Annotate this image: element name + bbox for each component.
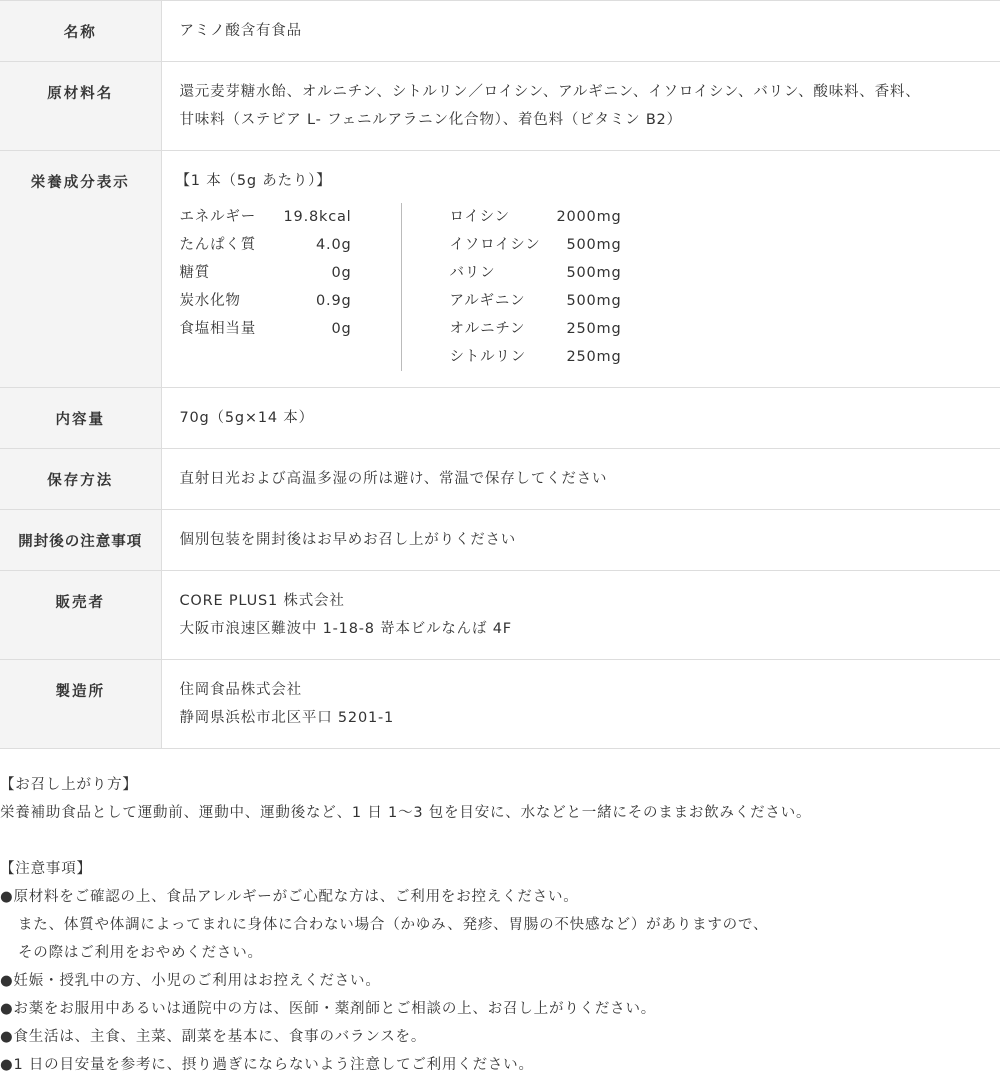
nutrient-name: 糖質 xyxy=(180,259,211,287)
nutrient-name: バリン xyxy=(450,259,496,287)
spec-value-capacity: 70g（5g×14 本） xyxy=(161,388,1000,449)
manufacturer-name: 住岡食品株式会社 xyxy=(180,676,1000,704)
spec-row-seller xyxy=(0,571,1000,660)
nutrition-row xyxy=(450,287,622,315)
nutrition-grid xyxy=(180,203,1000,371)
spec-label-seller: 販売者 xyxy=(0,571,161,660)
spec-row-raw-materials xyxy=(0,62,1000,151)
spec-value-manufacturer xyxy=(161,660,1000,749)
nutrition-row xyxy=(450,315,622,343)
nutrition-header: 【1 本（5g あたり）】 xyxy=(176,167,1000,195)
caution-item: ●妊娠・授乳中の方、小児のご利用はお控えください。 xyxy=(0,967,1000,995)
nutrition-amino-column xyxy=(402,203,632,371)
usage-text: 栄養補助食品として運動前、運動中、運動後など、1 日 1〜3 包を目安に、水などと一緒にそのままお飲みください。 xyxy=(0,799,1000,827)
seller-name: CORE PLUS1 株式会社 xyxy=(180,587,1000,615)
nutrition-row xyxy=(180,203,352,231)
caution-item: ●1 日の目安量を参考に、摂り過ぎにならないよう注意してご利用ください。 xyxy=(0,1051,1000,1079)
nutrient-name: アルギニン xyxy=(450,287,526,315)
nutrient-name: エネルギー xyxy=(180,203,257,231)
nutrition-basic-column xyxy=(180,203,401,371)
spec-label-storage: 保存方法 xyxy=(0,449,161,510)
spec-value-seller xyxy=(161,571,1000,660)
nutrient-value: 0g xyxy=(331,315,351,343)
spec-label-manufacturer: 製造所 xyxy=(0,660,161,749)
usage-heading: 【お召し上がり方】 xyxy=(0,771,1000,799)
spec-value-nutrition xyxy=(161,151,1000,388)
spec-row-name xyxy=(0,1,1000,62)
spec-value-name: アミノ酸含有食品 xyxy=(161,1,1000,62)
nutrient-name: イソロイシン xyxy=(450,231,541,259)
nutrient-value: 500mg xyxy=(566,259,621,287)
nutrient-value: 0.9g xyxy=(316,287,351,315)
nutrition-row xyxy=(450,259,622,287)
caution-item: ●食生活は、主食、主菜、副菜を基本に、食事のバランスを。 xyxy=(0,1023,1000,1051)
caution-item: ●原材料をご確認の上、食品アレルギーがご心配な方は、ご利用をお控えください。 xyxy=(0,883,1000,911)
section-gap xyxy=(0,827,1000,855)
caution-item-continued: また、体質や体調によってまれに身体に合わない場合（かゆみ、発疹、胃腸の不快感など）がありますので、 xyxy=(0,911,1000,939)
nutrition-row xyxy=(450,343,622,371)
spec-row-capacity xyxy=(0,388,1000,449)
spec-row-manufacturer xyxy=(0,660,1000,749)
caution-item-continued: その際はご利用をおやめください。 xyxy=(0,939,1000,967)
spec-label-raw-materials: 原材料名 xyxy=(0,62,161,151)
nutrient-value: 250mg xyxy=(566,315,621,343)
nutrient-value: 500mg xyxy=(566,287,621,315)
nutrient-value: 19.8kcal xyxy=(284,203,352,231)
nutrient-value: 250mg xyxy=(566,343,621,371)
nutrient-value: 500mg xyxy=(566,231,621,259)
spec-row-after-open xyxy=(0,510,1000,571)
nutrient-name: たんぱく質 xyxy=(180,231,257,259)
nutrition-row xyxy=(450,231,622,259)
nutrient-value: 4.0g xyxy=(316,231,351,259)
nutrient-name: シトルリン xyxy=(450,343,527,371)
spec-label-name: 名称 xyxy=(0,1,161,62)
spec-label-nutrition: 栄養成分表示 xyxy=(0,151,161,388)
nutrient-name: 食塩相当量 xyxy=(180,315,257,343)
spec-value-raw-materials xyxy=(161,62,1000,151)
manufacturer-address: 静岡県浜松市北区平口 5201-1 xyxy=(180,704,1000,732)
seller-address: 大阪市浪速区難波中 1-18-8 嵜本ビルなんば 4F xyxy=(180,615,1000,643)
caution-item: ●お薬をお服用中あるいは通院中の方は、医師・薬剤師とご相談の上、お召し上がりください。 xyxy=(0,995,1000,1023)
notes-section xyxy=(0,749,1000,1079)
spec-value-storage: 直射日光および高温多湿の所は避け、常温で保存してください xyxy=(161,449,1000,510)
nutrient-name: 炭水化物 xyxy=(180,287,241,315)
nutrition-row xyxy=(180,259,352,287)
spec-row-storage xyxy=(0,449,1000,510)
nutrition-row xyxy=(180,287,352,315)
nutrient-name: ロイシン xyxy=(450,203,510,231)
raw-materials-line: 甘味料（ステビア L- フェニルアラニン化合物）、着色料（ビタミン B2） xyxy=(180,106,1000,134)
spec-label-capacity: 内容量 xyxy=(0,388,161,449)
nutrient-name: オルニチン xyxy=(450,315,526,343)
nutrition-row xyxy=(180,231,352,259)
nutrition-row xyxy=(450,203,622,231)
nutrient-value: 2000mg xyxy=(556,203,621,231)
spec-label-after-open: 開封後の注意事項 xyxy=(0,510,161,571)
nutrient-value: 0g xyxy=(331,259,351,287)
spec-row-nutrition xyxy=(0,151,1000,388)
cautions-heading: 【注意事項】 xyxy=(0,855,1000,883)
spec-value-after-open: 個別包装を開封後はお早めお召し上がりください xyxy=(161,510,1000,571)
nutrition-row xyxy=(180,315,352,343)
raw-materials-line: 還元麦芽糖水飴、オルニチン、シトルリン／ロイシン、アルギニン、イソロイシン、バリン、酸味料、香料、 xyxy=(180,78,1000,106)
